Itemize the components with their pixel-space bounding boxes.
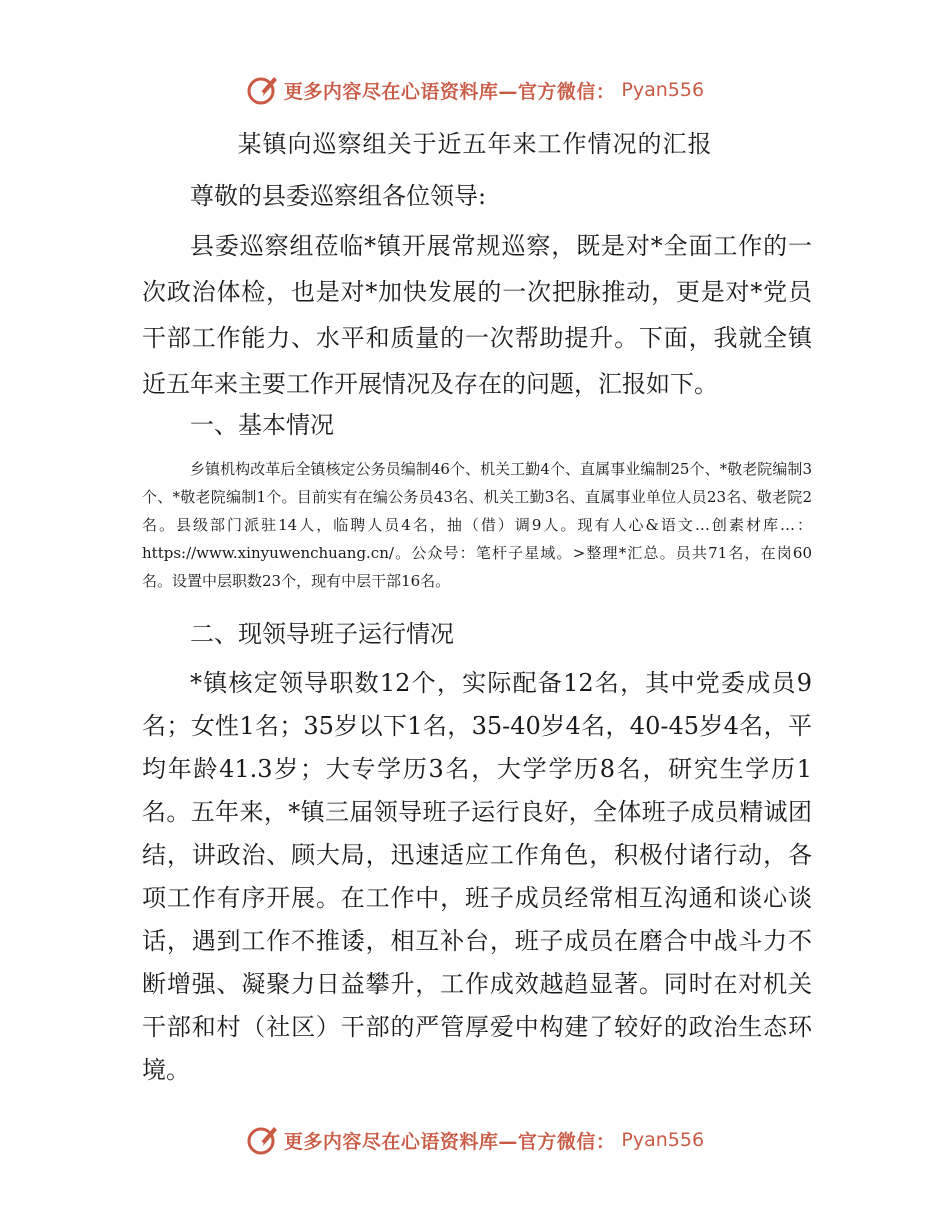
banner-text: 更多内容尽在心语资料库—官方微信： — [283, 1130, 616, 1153]
banner-wechat-id: Pyan556 — [621, 79, 705, 101]
section-heading-leadership: 二、现领导班子运行情况 — [190, 620, 454, 648]
leadership-paragraph: *镇核定领导职数12个，实际配备12名，其中党委成员9名；女性1名；35岁以下1名，35-40岁4名，40-45岁4名，平均年龄41.3岁；大专学历3名，大学学历8名，研究生学历1名。五年来，*镇三届领导班子运行良好，全体班子成员精诚团结，讲政治、顾大局，迅速适应工作角色，积极付诸行动，各项工作有序开展。在工作中，班子成员经常相互沟通和谈心谈话，遇到工作不推诿，相互补台，班子成员在磨合中战斗力不断增强、凝聚力日益攀升，工作成效越趋显著。同时在对机关干部和村（社区）干部的严管厚爱中构建了较好的政治生态环境。 — [142, 669, 812, 1084]
intro-paragraph: 县委巡察组莅临*镇开展常规巡察，既是对*全面工作的一次政治体检，也是对*加快发展的一次把脉推动，更是对*党员干部工作能力、水平和质量的一次帮助提升。下面，我就全镇近五年来主要工作开展情况及存在的问题，汇报如下。 — [142, 232, 812, 398]
footer-watermark-banner — [0, 1120, 950, 1160]
pen-nib-logo-icon — [246, 1123, 280, 1157]
banner-wechat-id: Pyan556 — [621, 1129, 705, 1151]
header-watermark-banner — [0, 70, 950, 110]
salutation: 尊敬的县委巡察组各位领导: — [190, 182, 487, 210]
document-title: 某镇向巡察组关于近五年来工作情况的汇报 — [237, 130, 713, 158]
pen-nib-logo-icon — [246, 73, 280, 107]
banner-text: 更多内容尽在心语资料库—官方微信： — [283, 80, 616, 103]
basic-info-paragraph: 乡镇机构改革后全镇核定公务员编制46个、机关工勤4个、直属事业编制25个、*敬老院编制3个、*敬老院编制1个。目前实有在编公务员43名、机关工勤3名、直属事业单位人员23名、敬老院2名。县级部门派驻14人，临聘人员4名，抽（借）调9人。现有人心&语文…创素材库…：https://www.xinyuwenchuang.cn/。公众号：笔杆子星域。>整理*汇总。员共71名，在岗60名。设置中层职数23个，现有中层干部16名。 — [142, 460, 812, 590]
section-heading-basic: 一、基本情况 — [190, 411, 334, 439]
